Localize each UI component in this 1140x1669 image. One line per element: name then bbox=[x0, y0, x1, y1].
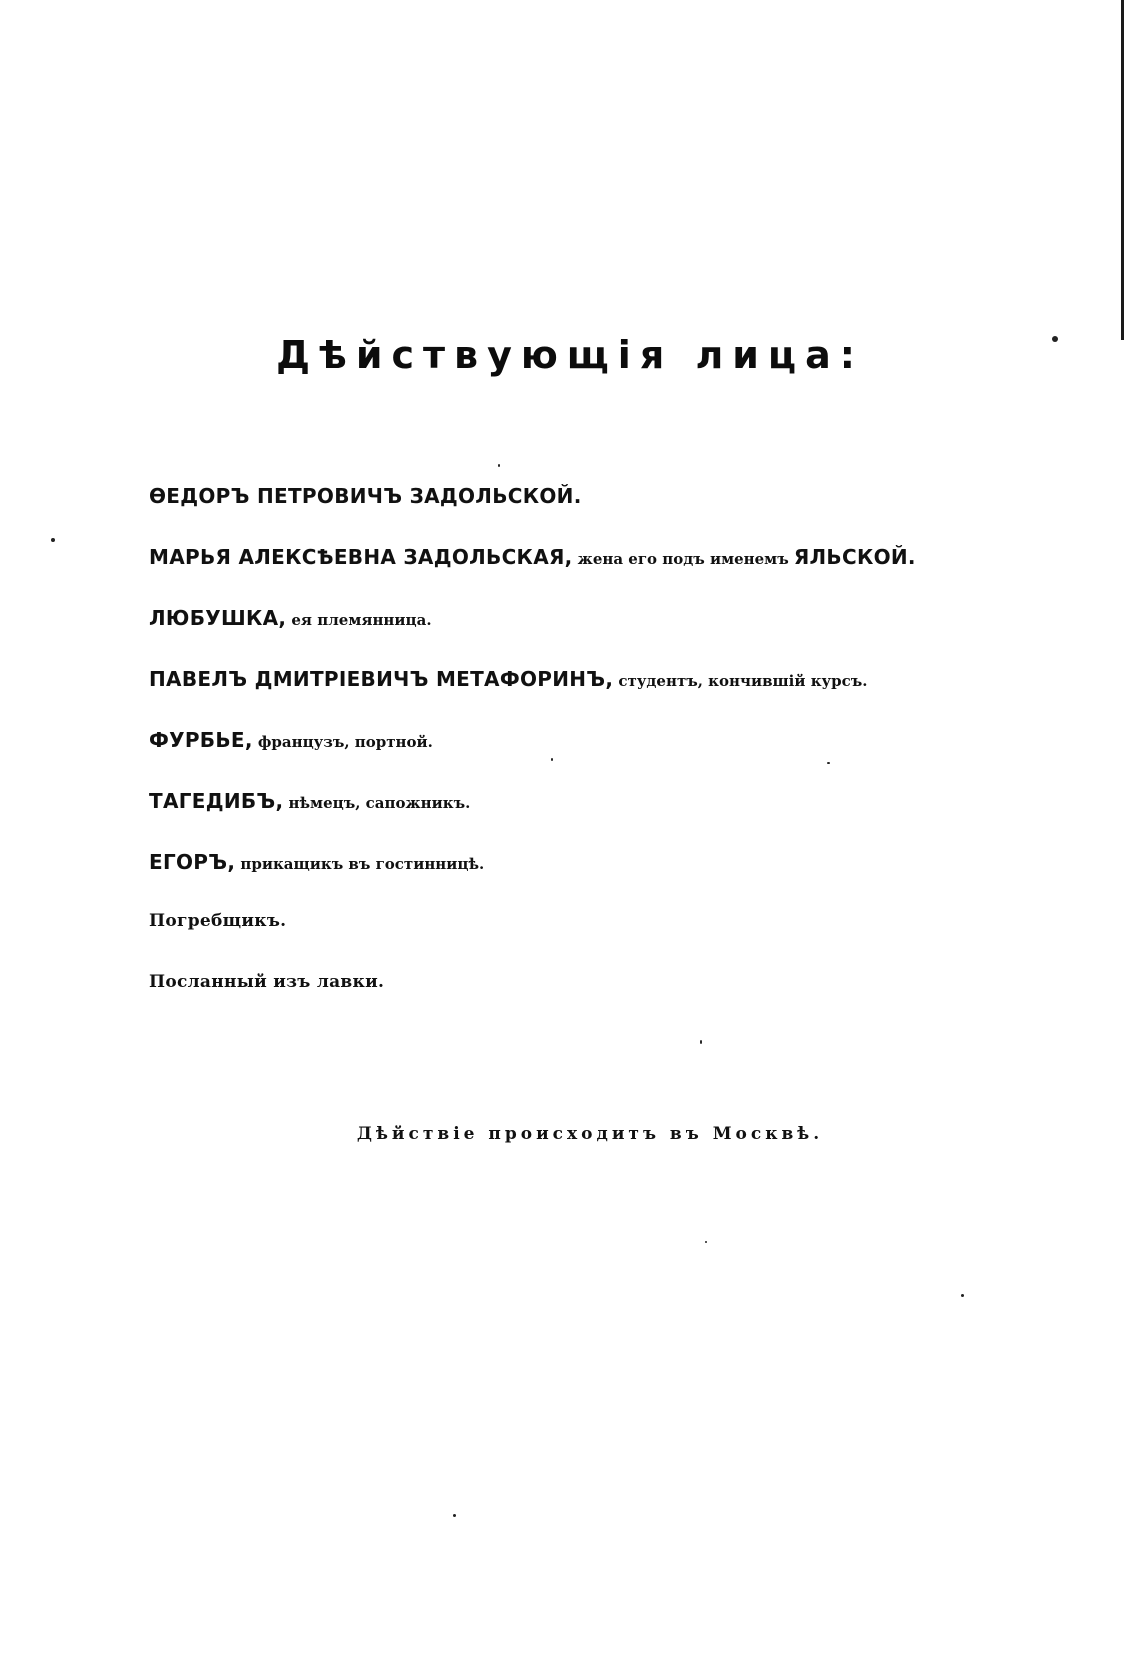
scan-speck bbox=[827, 762, 830, 764]
cast-item-pogrebshchik bbox=[149, 911, 1089, 972]
scan-speck bbox=[705, 1241, 707, 1243]
cast-item-poslanny bbox=[149, 972, 1089, 1033]
character-name: ѲЕДОРЪ ПЕТРОВИЧЪ ЗАДОЛЬСКОЙ. bbox=[149, 484, 582, 508]
cast-item-marya bbox=[149, 545, 1089, 606]
cast-item-tagedib bbox=[149, 789, 1089, 850]
character-alias: ЯЛЬСКОЙ. bbox=[793, 545, 916, 569]
scan-speck bbox=[961, 1294, 964, 1297]
cast-item-fedor bbox=[149, 484, 1089, 545]
character-name: МАРЬЯ АЛЕКСѢЕВНА ЗАДОЛЬСКАЯ, bbox=[149, 545, 573, 569]
character-description: нѣмецъ, сапожникъ. bbox=[288, 794, 471, 812]
cast-list bbox=[149, 484, 1089, 1033]
cast-item-egor bbox=[149, 850, 1089, 911]
scan-speck bbox=[453, 1514, 456, 1517]
scan-speck bbox=[700, 1040, 702, 1044]
setting-line: Дѣйствіе происходитъ въ Москвѣ. bbox=[356, 1124, 824, 1144]
scan-speck bbox=[1052, 336, 1058, 342]
character-description: прикащикъ въ гостинницѣ. bbox=[240, 855, 485, 873]
character-name: ФУРБЬЕ, bbox=[149, 728, 253, 752]
page-edge-line bbox=[1121, 0, 1124, 340]
cast-item-furbye bbox=[149, 728, 1089, 789]
character-name: ЛЮБУШКА, bbox=[149, 606, 287, 630]
character-description: французъ, портной. bbox=[257, 733, 433, 751]
character-name: ЕГОРЪ, bbox=[149, 850, 236, 874]
page-title: Дѣйствующія лица: bbox=[276, 333, 864, 377]
character-name: ТАГЕДИБЪ, bbox=[149, 789, 284, 813]
cast-item-pavel bbox=[149, 667, 1089, 728]
character-description: жена его подъ именемъ bbox=[577, 550, 789, 568]
cast-item-lyubushka bbox=[149, 606, 1089, 667]
scan-speck bbox=[551, 758, 553, 761]
scan-speck bbox=[51, 538, 55, 542]
character-name: Погребщикъ. bbox=[149, 911, 287, 931]
character-description: ея племянница. bbox=[291, 611, 432, 629]
character-name: ПАВЕЛЪ ДМИТРІЕВИЧЪ МЕТАФОРИНЪ, bbox=[149, 667, 614, 691]
scan-speck bbox=[498, 464, 500, 467]
character-description: студентъ, кончившій курсъ. bbox=[618, 672, 868, 690]
character-name: Посланный изъ лавки. bbox=[149, 972, 385, 992]
